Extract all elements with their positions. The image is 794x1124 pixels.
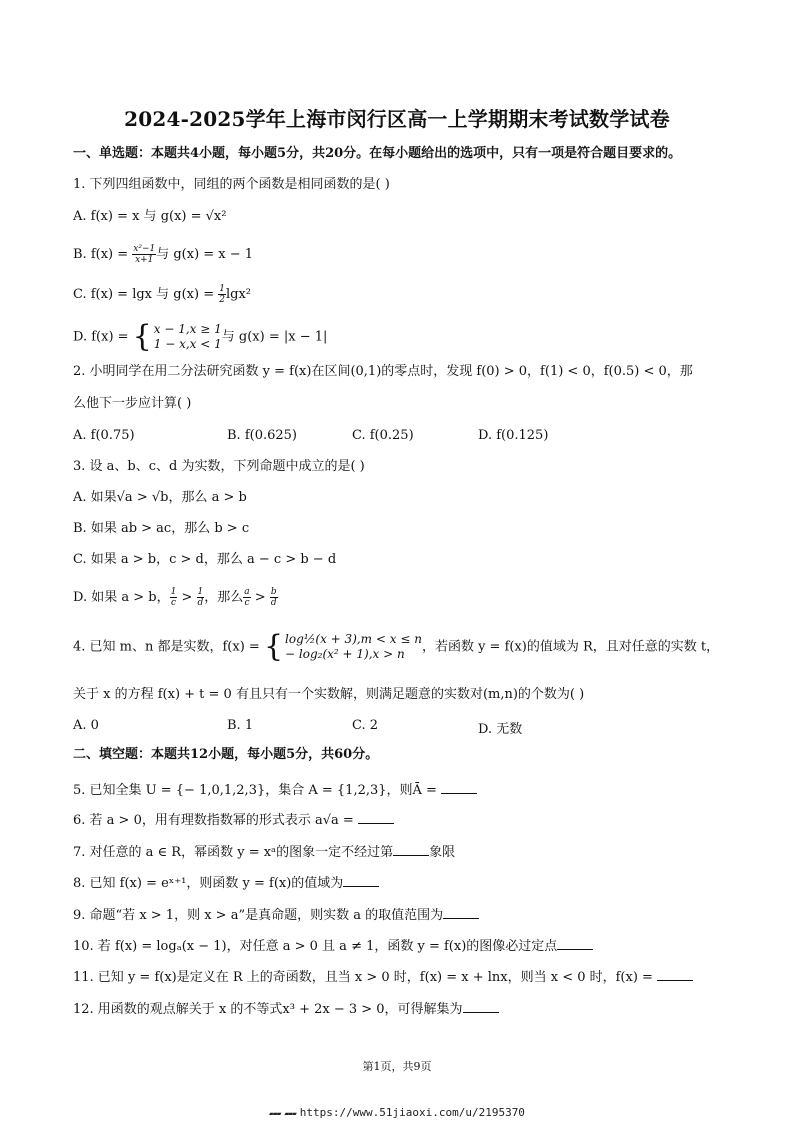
question-4-stem-line1 [73,629,720,664]
section-single-choice-header: 一、单选题：本题共4小题，每小题5分，共20分。在每小题给出的选项中，只有一项是符合题目要求的。 [73,146,682,161]
q4-brace: { [263,629,284,664]
question-1-option-c [73,284,251,305]
q1b-prefix: B. f(x) = [73,247,133,262]
q1b-numerator: x²−1 [133,244,156,254]
question-2-option-c: C. f(0.25) [352,428,414,443]
q3d-f3-num: a [244,587,250,597]
question-8 [73,874,379,892]
section-fill-in-header: 二、填空题：本题共12小题，每小题5分，共60分。 [73,747,379,762]
q1b-denominator: x+1 [135,255,154,265]
question-1-option-d [73,319,328,354]
question-7 [73,843,455,861]
q3d-mid: > [177,590,197,605]
q1d-case-2: 1 − x,x < 1 [153,337,222,351]
q1d-prefix: D. f(x) = [73,329,133,345]
question-4-option-a: A. 0 [73,718,99,733]
answer-blank-7[interactable] [393,843,429,856]
answer-blank-12[interactable] [463,1000,499,1013]
q4-stem-suffix: ，若函数 y = f(x)的值域为 R，且对任意的实数 t， [421,639,720,655]
question-7-prefix: 7. 对任意的 a ∈ R，幂函数 y = xᵃ的图象一定不经过第 [73,845,394,860]
q3d-gt: > [250,590,270,605]
question-2-option-d: D. f(0.125) [478,428,549,443]
question-8-text: 8. 已知 f(x) = eˣ⁺¹，则函数 y = f(x)的值域为 [73,876,344,891]
q1b-suffix: 与 g(x) = x − 1 [156,247,254,262]
q3d-fraction-3 [243,587,250,608]
q4-cases [285,632,422,662]
q3d-fraction-4 [270,587,278,608]
q1b-fraction [132,244,156,265]
question-10-text: 10. 若 f(x) = logₐ(x − 1)，对任意 a > 0 且 a ≠ 1，函数 y = f(x)的图像必过定点 [73,939,558,954]
q1c-prefix: C. f(x) = lgx 与 g(x) = [73,287,219,302]
q3d-prefix: D. 如果 a > b， [73,590,170,605]
question-3-stem: 3. 设 a、b、c、d 为实数，下列命题中成立的是( ) [73,459,365,474]
question-4-option-d: D. 无数 [478,722,523,737]
question-1-option-a: A. f(x) = x 与 g(x) = √x² [73,209,227,224]
answer-blank-5[interactable] [441,781,477,794]
q3d-f1-den: c [170,598,176,608]
answer-blank-10[interactable] [557,937,593,950]
q1d-brace: { [132,319,152,354]
question-6-text: 6. 若 a > 0，用有理数指数幂的形式表示 a√a = [73,813,358,828]
q3d-f4-num: b [270,587,277,597]
question-12 [73,1000,499,1018]
question-3-option-d [73,587,278,608]
question-2-option-b: B. f(0.625) [227,428,297,443]
question-3-option-a: A. 如果√a > √b，那么 a > b [73,490,247,505]
q4-case-2: − log₂(x² + 1),x > n [285,647,405,661]
q4-stem-prefix: 4. 已知 m、n 都是实数，f(x) = [73,639,264,655]
q1c-numerator: 1 [219,284,225,294]
q4-case-1: log½(x + 3),m < x ≤ n [285,632,422,646]
answer-blank-6[interactable] [358,811,394,824]
question-9-text: 9. 命题“若 x > 1，则 x > a”是真命题，则实数 a 的取值范围为 [73,908,444,923]
q3d-f4-den: d [270,598,277,608]
q3d-f2-den: d [197,598,204,608]
question-3-option-b: B. 如果 ab > ac，那么 b > c [73,521,250,536]
question-5-text: 5. 已知全集 U = {− 1,0,1,2,3}，集合 A = {1,2,3}，则Ā = [73,783,442,798]
question-6 [73,811,394,829]
question-2-option-a: A. f(0.75) [73,428,135,443]
question-9 [73,906,479,924]
question-12-text: 12. 用函数的观点解关于 x 的不等式x³ + 2x − 3 > 0，可得解集为 [73,1002,463,1017]
q1c-denominator: 2 [219,295,225,305]
q1d-case-1: x − 1,x ≥ 1 [153,322,222,336]
question-10 [73,937,593,955]
watermark-url: https://www.51jiaoxi.com/u/2195370 [299,1106,525,1119]
question-5 [73,781,477,799]
answer-blank-9[interactable] [443,906,479,919]
question-11-text: 11. 已知 y = f(x)是定义在 R 上的奇函数，且当 x > 0 时，f(x) = x + lnx，则当 x < 0 时，f(x) = [73,970,658,985]
q3d-then: ，那么 [204,590,244,605]
q3d-f1-num: 1 [170,587,177,597]
q1d-cases [154,322,222,352]
watermark-logo-icon: ▰▰▰ ▰▰▰ [269,1109,296,1118]
question-1-option-b [73,244,253,265]
question-4-stem-line2: 关于 x 的方程 f(x) + t = 0 有且只有一个实数解，则满足题意的实数对(m,n)的个数为( ) [73,687,585,702]
question-4-option-b: B. 1 [227,718,254,733]
answer-blank-8[interactable] [343,874,379,887]
question-7-suffix: 象限 [429,845,456,860]
question-11 [73,968,693,986]
q3d-f2-num: 1 [197,587,204,597]
question-4-option-c: C. 2 [352,718,379,733]
question-1-stem: 1. 下列四组函数中，同组的两个函数是相同函数的是( ) [73,177,390,192]
page-number-footer: 第1页，共9页 [362,1060,432,1073]
question-2-stem-line1: 2. 小明同学在用二分法研究函数 y = f(x)在区间(0,1)的零点时，发现 f(0) > 0，f(1) < 0，f(0.5) < 0，那 [73,364,693,379]
q3d-f3-den: c [244,598,250,608]
question-3-option-c: C. 如果 a > b，c > d，那么 a − c > b − d [73,552,337,567]
answer-blank-11[interactable] [657,968,693,981]
watermark [0,1106,794,1119]
q1c-fraction [218,284,226,305]
page-title: 2024-2025学年上海市闵行区高一上学期期末考试数学试卷 [124,107,670,131]
q1d-suffix: 与 g(x) = |x − 1| [221,329,328,345]
question-2-stem-line2: 么他下一步应计算( ) [73,396,192,411]
q1c-suffix: lgx² [225,287,251,302]
